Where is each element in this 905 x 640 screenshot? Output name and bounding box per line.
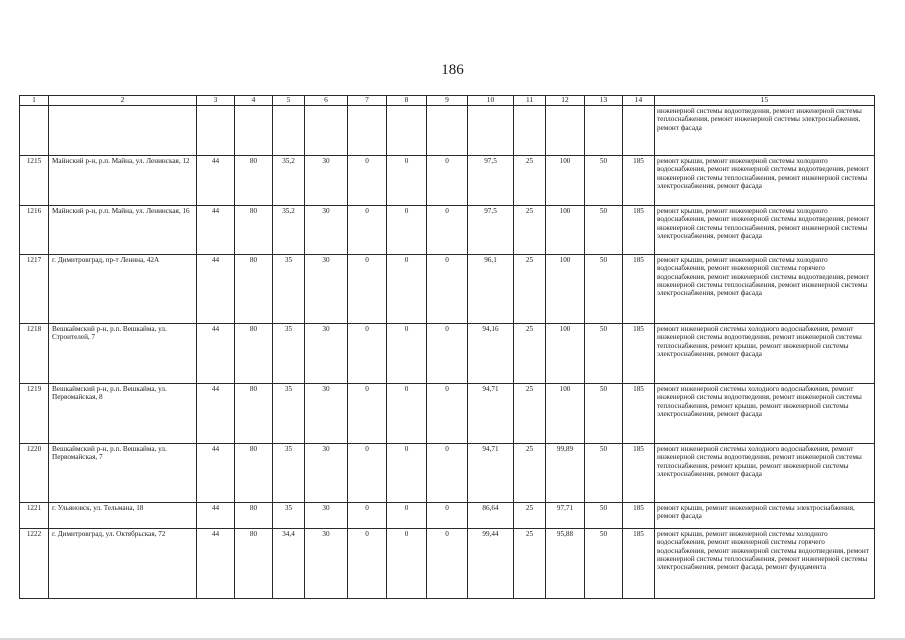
- works-cell: ремонт крыши, ремонт инженерной системы холодного водоснабжения, ремонт инженерной системы горячего водоснабжения, ремонт инженерной системы водоотведения, ремонт инженерной системы теплоснабжения, ремонт инженерной системы электроснабжения, ремонт фасада: [655, 255, 875, 324]
- value-cell: 30: [305, 444, 348, 503]
- value-cell: 185: [623, 444, 655, 503]
- value-cell: 97,5: [468, 156, 514, 206]
- row-number-cell: 1217: [20, 255, 49, 324]
- header-cell: 14: [623, 96, 655, 106]
- value-cell: 94,71: [468, 384, 514, 444]
- value-cell: 35: [273, 503, 305, 529]
- value-cell: 0: [348, 503, 387, 529]
- value-cell: 0: [387, 156, 427, 206]
- empty-cell: [546, 106, 585, 156]
- empty-cell: [585, 106, 623, 156]
- value-cell: 80: [235, 156, 273, 206]
- value-cell: 25: [514, 444, 546, 503]
- empty-cell: [427, 106, 468, 156]
- value-cell: 30: [305, 255, 348, 324]
- value-cell: 80: [235, 503, 273, 529]
- value-cell: 0: [427, 444, 468, 503]
- empty-cell: [235, 106, 273, 156]
- address-cell: Майнский р-н, р.п. Майна, ул. Ленинская, 16: [49, 206, 197, 255]
- value-cell: 35,2: [273, 206, 305, 255]
- value-cell: 100: [546, 206, 585, 255]
- value-cell: 30: [305, 156, 348, 206]
- header-cell: 7: [348, 96, 387, 106]
- value-cell: 50: [585, 444, 623, 503]
- table-row: [20, 255, 875, 324]
- value-cell: 185: [623, 503, 655, 529]
- value-cell: 50: [585, 384, 623, 444]
- value-cell: 185: [623, 156, 655, 206]
- value-cell: 50: [585, 156, 623, 206]
- value-cell: 44: [197, 384, 235, 444]
- empty-cell: [514, 106, 546, 156]
- value-cell: 80: [235, 255, 273, 324]
- header-cell: 6: [305, 96, 348, 106]
- value-cell: 25: [514, 206, 546, 255]
- value-cell: 80: [235, 206, 273, 255]
- value-cell: 100: [546, 384, 585, 444]
- empty-cell: [623, 106, 655, 156]
- value-cell: 0: [427, 255, 468, 324]
- value-cell: 0: [387, 503, 427, 529]
- works-cell: ремонт инженерной системы холодного водоснабжения, ремонт инженерной системы водоотведения, ремонт инженерной системы теплоснабжения, ремонт крыши, ремонт инженерной системы электроснабжения, ремонт фасада: [655, 384, 875, 444]
- value-cell: 50: [585, 206, 623, 255]
- empty-cell: [387, 106, 427, 156]
- value-cell: 35: [273, 384, 305, 444]
- value-cell: 0: [348, 529, 387, 599]
- value-cell: 100: [546, 324, 585, 384]
- header-cell: 12: [546, 96, 585, 106]
- value-cell: 0: [427, 503, 468, 529]
- value-cell: 44: [197, 156, 235, 206]
- value-cell: 0: [348, 384, 387, 444]
- value-cell: 97,71: [546, 503, 585, 529]
- value-cell: 94,71: [468, 444, 514, 503]
- value-cell: 185: [623, 324, 655, 384]
- row-number-cell: 1221: [20, 503, 49, 529]
- value-cell: 25: [514, 255, 546, 324]
- value-cell: 25: [514, 384, 546, 444]
- value-cell: 35: [273, 324, 305, 384]
- empty-cell: [20, 106, 49, 156]
- empty-cell: [273, 106, 305, 156]
- works-cell: ремонт крыши, ремонт инженерной системы электроснабжения, ремонт фасада: [655, 503, 875, 529]
- value-cell: 25: [514, 324, 546, 384]
- row-number-cell: 1219: [20, 384, 49, 444]
- value-cell: 185: [623, 384, 655, 444]
- value-cell: 0: [387, 206, 427, 255]
- value-cell: 86,64: [468, 503, 514, 529]
- empty-cell: [348, 106, 387, 156]
- address-cell: Вешкаймский р-н, р.п. Вешкайма, ул. Строителей, 7: [49, 324, 197, 384]
- table-row: [20, 384, 875, 444]
- value-cell: 0: [387, 255, 427, 324]
- value-cell: 35: [273, 444, 305, 503]
- works-cell: ремонт инженерной системы холодного водоснабжения, ремонт инженерной системы водоотведения, ремонт инженерной системы теплоснабжения, ремонт крыши, ремонт инженерной системы электроснабжения, ремонт фасада: [655, 324, 875, 384]
- value-cell: 44: [197, 529, 235, 599]
- table-row: [20, 324, 875, 384]
- header-row: [20, 96, 875, 106]
- row-number-cell: 1220: [20, 444, 49, 503]
- value-cell: 34,4: [273, 529, 305, 599]
- capital-repair-table: [19, 95, 875, 599]
- value-cell: 30: [305, 384, 348, 444]
- header-cell: 1: [20, 96, 49, 106]
- address-cell: г. Димитровград, ул. Октябрьская, 72: [49, 529, 197, 599]
- value-cell: 0: [348, 156, 387, 206]
- value-cell: 80: [235, 529, 273, 599]
- header-cell: 15: [655, 96, 875, 106]
- row-number-cell: 1216: [20, 206, 49, 255]
- value-cell: 35: [273, 255, 305, 324]
- works-cell: ремонт инженерной системы холодного водоснабжения, ремонт инженерной системы водоотведения, ремонт инженерной системы теплоснабжения, ремонт крыши, ремонт инженерной системы электроснабжения, ремонт фасада: [655, 444, 875, 503]
- row-number-cell: 1218: [20, 324, 49, 384]
- address-cell: Вешкаймский р-н, р.п. Вешкайма, ул. Первомайская, 7: [49, 444, 197, 503]
- value-cell: 80: [235, 384, 273, 444]
- works-cell: ремонт крыши, ремонт инженерной системы холодного водоснабжения, ремонт инженерной системы водоотведения, ремонт инженерной системы теплоснабжения, ремонт инженерной системы электроснабжения, ремонт фасада: [655, 206, 875, 255]
- works-continuation-cell: инженерной системы водоотведения, ремонт инженерной системы теплоснабжения, ремонт инженерной системы электроснабжения, ремонт фасада: [655, 106, 875, 156]
- header-cell: 8: [387, 96, 427, 106]
- value-cell: 30: [305, 206, 348, 255]
- row-number-cell: 1222: [20, 529, 49, 599]
- value-cell: 0: [427, 156, 468, 206]
- value-cell: 0: [348, 255, 387, 324]
- value-cell: 50: [585, 503, 623, 529]
- row-number-cell: 1215: [20, 156, 49, 206]
- value-cell: 30: [305, 503, 348, 529]
- value-cell: 99,44: [468, 529, 514, 599]
- value-cell: 94,16: [468, 324, 514, 384]
- table-row: [20, 206, 875, 255]
- value-cell: 100: [546, 255, 585, 324]
- value-cell: 44: [197, 255, 235, 324]
- table-row: [20, 529, 875, 599]
- value-cell: 25: [514, 503, 546, 529]
- table-row: [20, 444, 875, 503]
- header-cell: 2: [49, 96, 197, 106]
- header-cell: 5: [273, 96, 305, 106]
- value-cell: 95,88: [546, 529, 585, 599]
- value-cell: 30: [305, 529, 348, 599]
- value-cell: 50: [585, 255, 623, 324]
- value-cell: 0: [387, 384, 427, 444]
- value-cell: 96,1: [468, 255, 514, 324]
- table-row: [20, 503, 875, 529]
- header-cell: 10: [468, 96, 514, 106]
- value-cell: 99,89: [546, 444, 585, 503]
- empty-cell: [468, 106, 514, 156]
- value-cell: 25: [514, 156, 546, 206]
- value-cell: 97,5: [468, 206, 514, 255]
- value-cell: 30: [305, 324, 348, 384]
- header-cell: 11: [514, 96, 546, 106]
- header-cell: 13: [585, 96, 623, 106]
- page-number: 186: [441, 62, 464, 78]
- value-cell: 0: [427, 529, 468, 599]
- value-cell: 0: [348, 324, 387, 384]
- value-cell: 44: [197, 503, 235, 529]
- value-cell: 0: [427, 206, 468, 255]
- address-cell: г. Димитровград, пр-т Ленина, 42А: [49, 255, 197, 324]
- address-cell: Вешкаймский р-н, р.п. Вешкайма, ул. Первомайская, 8: [49, 384, 197, 444]
- value-cell: 80: [235, 444, 273, 503]
- empty-cell: [49, 106, 197, 156]
- value-cell: 0: [387, 324, 427, 384]
- address-cell: г. Ульяновск, ул. Тельмана, 18: [49, 503, 197, 529]
- value-cell: 0: [348, 444, 387, 503]
- value-cell: 44: [197, 206, 235, 255]
- value-cell: 0: [387, 444, 427, 503]
- continuation-row: [20, 106, 875, 156]
- value-cell: 80: [235, 324, 273, 384]
- header-cell: 4: [235, 96, 273, 106]
- value-cell: 185: [623, 529, 655, 599]
- works-cell: ремонт крыши, ремонт инженерной системы холодного водоснабжения, ремонт инженерной системы водоотведения, ремонт инженерной системы теплоснабжения, ремонт инженерной системы электроснабжения, ремонт фасада: [655, 156, 875, 206]
- empty-cell: [197, 106, 235, 156]
- value-cell: 50: [585, 324, 623, 384]
- value-cell: 0: [387, 529, 427, 599]
- empty-cell: [305, 106, 348, 156]
- table-row: [20, 156, 875, 206]
- value-cell: 0: [427, 324, 468, 384]
- address-cell: Майнский р-н, р.п. Майна, ул. Ленинская, 12: [49, 156, 197, 206]
- value-cell: 0: [348, 206, 387, 255]
- works-cell: ремонт крыши, ремонт инженерной системы холодного водоснабжения, ремонт инженерной системы горячего водоснабжения, ремонт инженерной системы водоотведения, ремонт инженерной системы теплоснабжения, ремонт инженерной системы электроснабжения, ремонт фасада, ремонт фундамента: [655, 529, 875, 599]
- value-cell: 44: [197, 444, 235, 503]
- value-cell: 25: [514, 529, 546, 599]
- header-cell: 9: [427, 96, 468, 106]
- value-cell: 0: [427, 384, 468, 444]
- header-cell: 3: [197, 96, 235, 106]
- value-cell: 44: [197, 324, 235, 384]
- value-cell: 185: [623, 255, 655, 324]
- value-cell: 50: [585, 529, 623, 599]
- value-cell: 185: [623, 206, 655, 255]
- value-cell: 100: [546, 156, 585, 206]
- value-cell: 35,2: [273, 156, 305, 206]
